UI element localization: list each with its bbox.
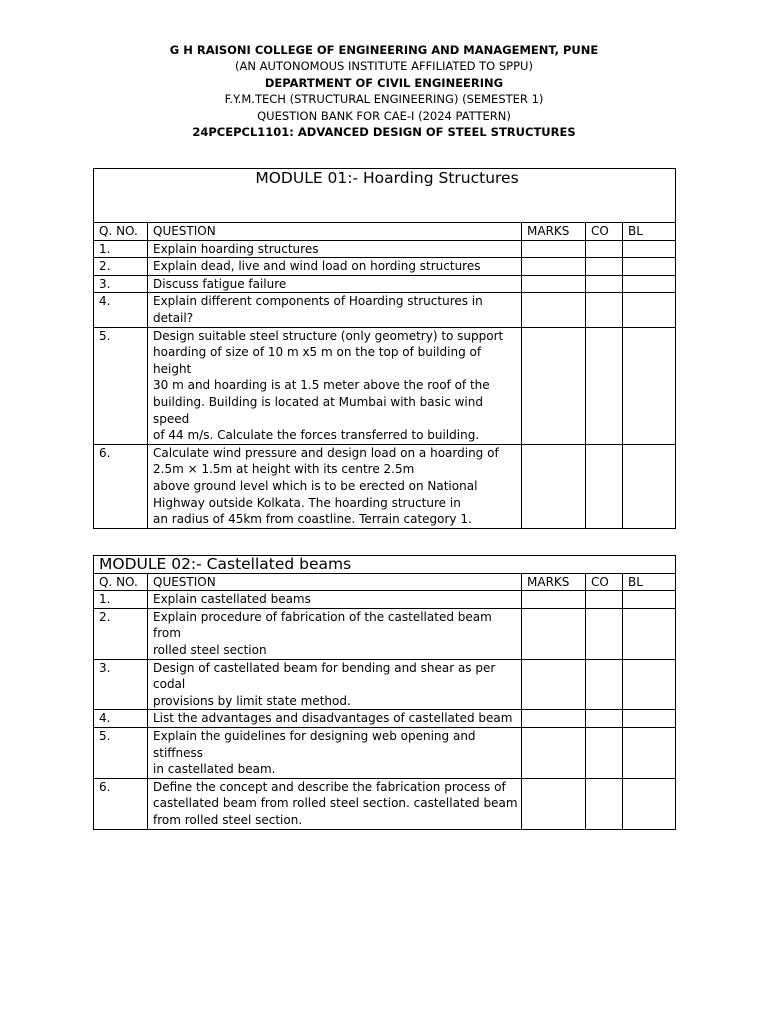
table-row	[94, 608, 676, 659]
module-title-row	[94, 556, 676, 574]
column-header-row	[94, 573, 676, 591]
question-cell: Explain castellated beams	[148, 591, 522, 609]
question-cell: Explain hoarding structures	[148, 240, 522, 258]
column-header-row	[94, 223, 676, 241]
bl-cell	[623, 608, 676, 659]
qno-cell: 3.	[94, 659, 148, 710]
question-cell: Explain different components of Hoarding structures in detail?	[148, 293, 522, 327]
bl-cell	[623, 659, 676, 710]
module-title-row	[94, 169, 676, 223]
qno-cell: 2.	[94, 258, 148, 276]
bl-cell	[623, 710, 676, 728]
qno-cell: 1.	[94, 591, 148, 609]
co-header: CO	[586, 573, 623, 591]
co-cell	[586, 240, 623, 258]
table-row	[94, 710, 676, 728]
question-cell: Define the concept and describe the fabrication process of castellated beam from rolled steel section. castellated beam from rolled steel section.	[148, 778, 522, 829]
marks-cell	[522, 240, 586, 258]
co-cell	[586, 444, 623, 528]
module-title: MODULE 02:- Castellated beams	[94, 556, 676, 574]
marks-cell	[522, 275, 586, 293]
qno-cell: 6.	[94, 444, 148, 528]
marks-cell	[522, 444, 586, 528]
table-row	[94, 275, 676, 293]
marks-cell	[522, 659, 586, 710]
marks-cell	[522, 293, 586, 327]
module-01-table	[93, 168, 676, 529]
question-cell: Design of castellated beam for bending and shear as per codal provisions by limit state method.	[148, 659, 522, 710]
qno-cell: 2.	[94, 608, 148, 659]
bl-cell	[623, 727, 676, 778]
bl-cell	[623, 275, 676, 293]
co-cell	[586, 293, 623, 327]
question-cell: List the advantages and disadvantages of castellated beam	[148, 710, 522, 728]
co-cell	[586, 608, 623, 659]
marks-cell	[522, 327, 586, 444]
question-cell: Explain dead, live and wind load on hording structures	[148, 258, 522, 276]
module-title: MODULE 01:- Hoarding Structures	[94, 169, 676, 223]
co-cell	[586, 778, 623, 829]
question-header: QUESTION	[148, 223, 522, 241]
qno-cell: 1.	[94, 240, 148, 258]
table-row	[94, 591, 676, 609]
bl-cell	[623, 778, 676, 829]
qno-cell: 4.	[94, 293, 148, 327]
qno-header: Q. NO.	[94, 573, 148, 591]
course-title: 24PCEPCL1101: ADVANCED DESIGN OF STEEL STRUCTURES	[192, 125, 576, 140]
question-cell: Design suitable steel structure (only geometry) to support hoarding of size of 10 m x5 m on the top of building of height 30 m and hoarding is at 1.5 meter above the roof of the building. Building is located at Mumbai with basic wind speed of 44 m/s. Calculate the forces transferred to building.	[148, 327, 522, 444]
module-02-table	[93, 555, 676, 830]
bl-cell	[623, 444, 676, 528]
bl-header: BL	[623, 573, 676, 591]
table-row	[94, 727, 676, 778]
marks-cell	[522, 778, 586, 829]
bl-cell	[623, 591, 676, 609]
co-cell	[586, 275, 623, 293]
qno-cell: 3.	[94, 275, 148, 293]
program-line: F.Y.M.TECH (STRUCTURAL ENGINEERING) (SEMESTER 1)	[224, 92, 544, 107]
question-cell: Discuss fatigue failure	[148, 275, 522, 293]
bl-cell	[623, 293, 676, 327]
marks-cell	[522, 608, 586, 659]
co-cell	[586, 727, 623, 778]
question-header: QUESTION	[148, 573, 522, 591]
table-row	[94, 258, 676, 276]
marks-cell	[522, 591, 586, 609]
marks-cell	[522, 258, 586, 276]
co-cell	[586, 710, 623, 728]
qno-header: Q. NO.	[94, 223, 148, 241]
marks-header: MARKS	[522, 573, 586, 591]
document-header	[0, 42, 768, 140]
marks-header: MARKS	[522, 223, 586, 241]
question-cell: Explain the guidelines for designing web opening and stiffness in castellated beam.	[148, 727, 522, 778]
question-cell: Calculate wind pressure and design load on a hoarding of 2.5m × 1.5m at height with its centre 2.5m above ground level which is to be erected on National Highway outside Kolkata. The hoarding structure in an radius of 45km from coastline. Terrain category 1.	[148, 444, 522, 528]
table-row	[94, 444, 676, 528]
bl-cell	[623, 240, 676, 258]
question-cell: Explain procedure of fabrication of the castellated beam from rolled steel section	[148, 608, 522, 659]
qno-cell: 5.	[94, 327, 148, 444]
bl-cell	[623, 327, 676, 444]
department-name: DEPARTMENT OF CIVIL ENGINEERING	[264, 75, 504, 90]
qno-cell: 6.	[94, 778, 148, 829]
qno-cell: 4.	[94, 710, 148, 728]
co-header: CO	[586, 223, 623, 241]
table-row	[94, 327, 676, 444]
table-row	[94, 240, 676, 258]
table-row	[94, 659, 676, 710]
co-cell	[586, 591, 623, 609]
marks-cell	[522, 710, 586, 728]
qno-cell: 5.	[94, 727, 148, 778]
co-cell	[586, 659, 623, 710]
marks-cell	[522, 727, 586, 778]
co-cell	[586, 258, 623, 276]
question-bank-line: QUESTION BANK FOR CAE-I (2024 PATTERN)	[257, 108, 511, 123]
bl-header: BL	[623, 223, 676, 241]
co-cell	[586, 327, 623, 444]
bl-cell	[623, 258, 676, 276]
table-row	[94, 778, 676, 829]
table-row	[94, 293, 676, 327]
autonomous-line: (AN AUTONOMOUS INSTITUTE AFFILIATED TO SPPU)	[235, 59, 533, 74]
college-name: G H RAISONI COLLEGE OF ENGINEERING AND MANAGEMENT, PUNE	[169, 43, 599, 57]
